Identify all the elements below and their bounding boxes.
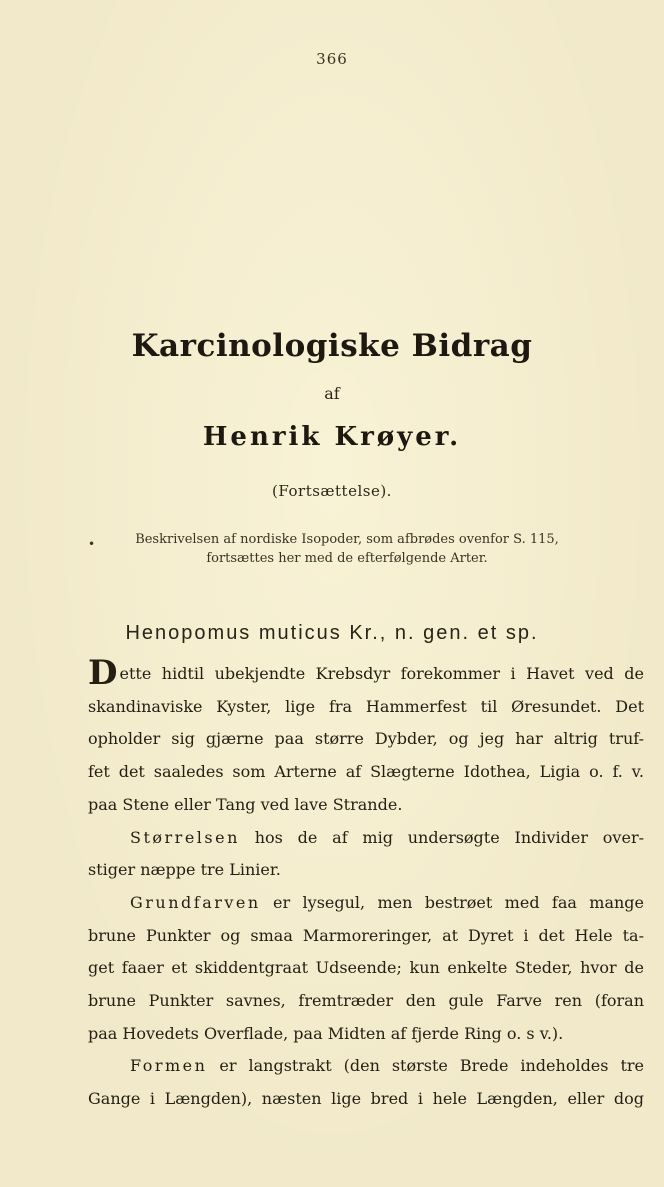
text-line-content: ette hidtil ubekjendte Krebsdyr forekommer i Havet ved de	[119, 664, 644, 683]
drop-cap: D	[88, 658, 118, 691]
continuation-note: (Fortsættelse).	[272, 482, 392, 500]
text-line	[88, 658, 644, 691]
text-line	[88, 1050, 644, 1083]
text-line: Gange i Længden), næsten lige bred i hele Længden, eller dog	[88, 1089, 644, 1109]
intro-line: Beskrivelsen af nordiske Isopoder, som afbrødes ovenfor S. 115,	[135, 532, 559, 547]
text-line: fet det saaledes som Arterne af Slægterne Idothea, Ligia o. f. v.	[88, 762, 644, 782]
text-line: paa Stene eller Tang ved lave Strande.	[88, 794, 403, 814]
text-line: stiger næppe tre Linier.	[88, 860, 281, 880]
text-line: get faaer et skiddentgraat Udseende; kun enkelte Steder, hvor de	[88, 958, 644, 978]
text-line: brune Punkter og smaa Marmoreringer, at Dyret i det Hele ta-	[88, 925, 644, 945]
bullet-mark: •	[88, 537, 96, 551]
article-title: Karcinologiske Bidrag	[131, 328, 533, 364]
text-line-content: er lysegul, men bestrøet med faa mange	[260, 892, 644, 912]
spaced-lead-word: Størrelsen	[130, 827, 240, 847]
text-line: skandinaviske Kyster, lige fra Hammerfest til Øresundet. Det	[88, 696, 644, 716]
text-line: opholder sig gjærne paa større Dybder, og jeg har altrig truf-	[88, 729, 644, 749]
text-line-content: hos de af mig undersøgte Individer over-	[239, 827, 644, 847]
spaced-lead-word: Grundfarven	[130, 892, 261, 912]
byline-af: af	[324, 384, 340, 403]
text-line-content: er langstrakt (den største Brede indeholdes tre	[207, 1056, 644, 1076]
body-text	[88, 658, 644, 1116]
text-line	[88, 887, 644, 920]
page-number: 366	[316, 50, 348, 68]
spaced-lead-word: Formen	[130, 1056, 208, 1076]
species-heading: Henopomus muticus Kr., n. gen. et sp.	[125, 622, 539, 644]
text-line	[88, 822, 644, 855]
author-name: Henrik Krøyer.	[202, 422, 462, 452]
intro-line: fortsættes her med de efterfølgende Arter.	[206, 551, 488, 566]
text-line: paa Hovedets Overflade, paa Midten af fjerde Ring o. s v.).	[88, 1023, 564, 1043]
intro-note	[60, 530, 634, 568]
text-line: brune Punkter savnes, fremtræder den gule Farve ren (foran	[88, 991, 644, 1011]
